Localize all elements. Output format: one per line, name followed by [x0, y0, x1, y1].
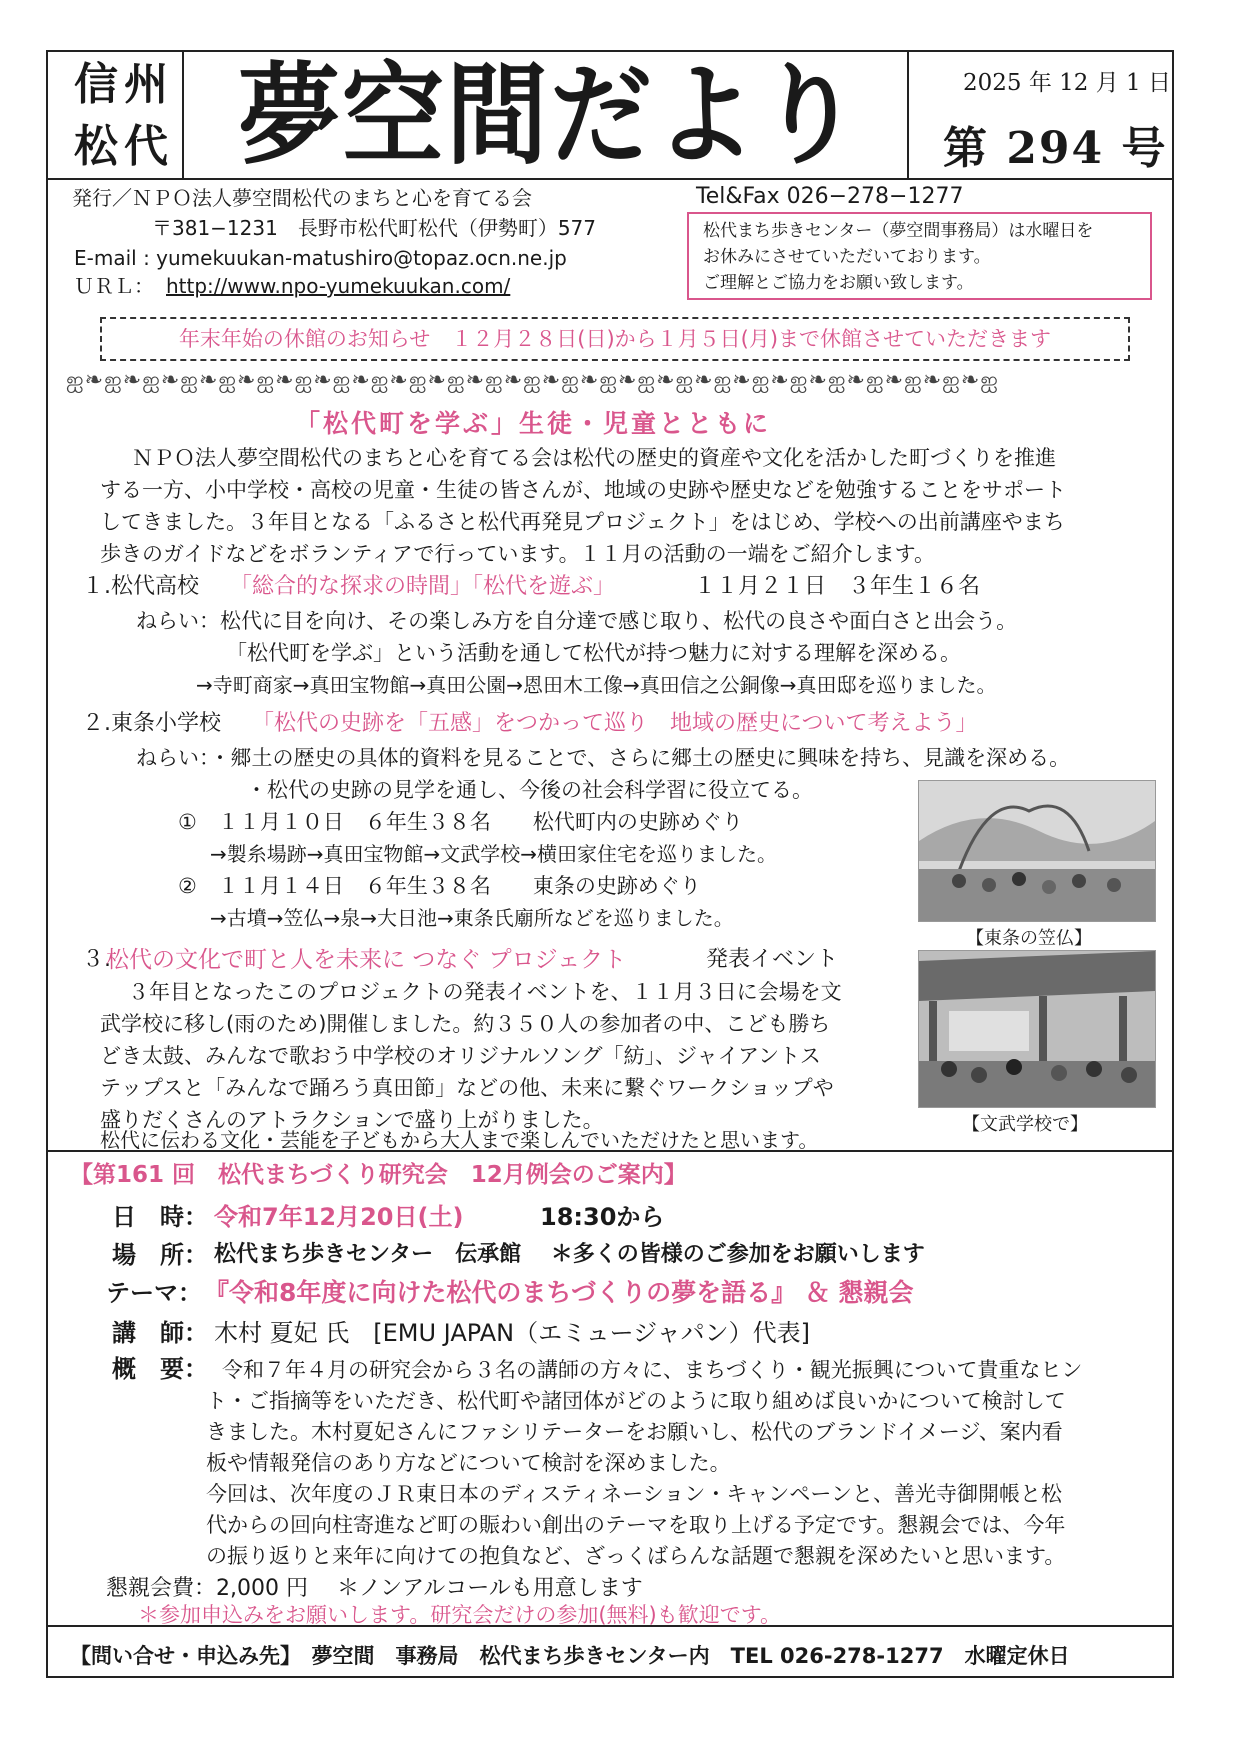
article-intro-line: ＮＰＯ法人夢空間松代のまちと心を育てる会は松代の歴史的資産や文化を活かした町づくりを推進	[132, 446, 1056, 470]
article-intro-line: する一方、小中学校・高校の児童・生徒の皆さんが、地域の史跡や歴史などを勉強することをサポート	[100, 478, 1066, 502]
photo-bunbu-school-caption: 【文武学校で】	[962, 1114, 1088, 1135]
header-divider-right	[907, 50, 909, 178]
issue-date: 2025 年 12 月 1 日	[963, 70, 1171, 96]
item1-info: １１月２１日 ３年生１６名	[694, 574, 981, 599]
item2-route2: →古墳→笠仏→泉→大日池→東条氏廟所などを巡りました。	[210, 906, 734, 930]
holiday-notice: 年末年始の休館のお知らせ １２月２８日(日)から１月５日(月)まで休館させていただきます	[100, 317, 1130, 361]
event-place-label: 場 所：	[112, 1241, 208, 1269]
photo-bunbu-school-image	[919, 951, 1155, 1107]
closed-day-notice-box	[687, 212, 1152, 300]
item2-visit2: ② １１月１４日 ６年生３８名 東条の史跡めぐり	[178, 874, 701, 898]
publisher-url-label: ＵＲＬ：	[74, 274, 154, 298]
publisher-org: 発行／ＮＰＯ法人夢空間松代のまちと心を育てる会	[72, 186, 532, 210]
event-summary-line: 板や情報発信のあり方などについて検討を深めました。	[206, 1451, 731, 1475]
event-heading: 【第161 回 松代まちづくり研究会 12月例会のご案内】	[70, 1162, 687, 1188]
item3-line: 武学校に移し(雨のため)開催しました。約３５０人の参加者の中、こども勝ち	[100, 1012, 831, 1036]
event-summary-line: きました。木村夏妃さんにファシリテーターをお願いし、松代のブランドイメージ、案内看	[206, 1420, 1063, 1444]
article-title: 「松代町を学ぶ」生徒・児童とともに	[295, 409, 772, 438]
newsletter-title: 夢空間だより	[238, 52, 862, 181]
event-theme-label: テーマ：	[106, 1279, 202, 1307]
closed-day-notice-line2: お休みにさせていただいております。	[703, 247, 991, 267]
publisher-url-link[interactable]: http://www.npo-yumekuukan.com/	[166, 274, 511, 298]
publisher-address: 〒381−1231 長野市松代町松代（伊勢町）577	[152, 216, 597, 240]
event-theme-value: 『令和8年度に向けた松代のまちづくりの夢を語る』 ＆ 懇親会	[204, 1278, 914, 1307]
event-date-value: 令和7年12月20日(土)	[214, 1203, 464, 1231]
photo-kasabotoke-image	[919, 781, 1155, 921]
item3-number: ３.	[82, 947, 111, 972]
event-fee: 懇親会費：2,000 円 ＊ノンアルコールも用意します	[106, 1576, 643, 1601]
event-summary-line: 令和７年４月の研究会から３名の講師の方々に、まちづくり・観光振興について貴重なヒン	[222, 1358, 1083, 1382]
contact-footer: 【問い合せ・申込み先】 夢空間 事務局 松代まち歩きセンター内 TEL 026-278-1277 水曜定休日	[70, 1644, 1070, 1668]
closed-day-notice-line1: 松代まち歩きセンター（夢空間事務局）は水曜日を	[703, 221, 1094, 241]
item2-route1: →製糸場跡→真田宝物館→文武学校→横田家住宅を巡りました。	[210, 842, 778, 866]
region-label-line2: 松代	[74, 121, 174, 172]
item3-line: どき太鼓、みんなで歌おう中学校のオリジナルソング「紡」、ジャイアントス	[100, 1044, 821, 1068]
event-lecturer-value: 木村 夏妃 氏 [EMU JAPAN（エミュージャパン）代表]	[214, 1319, 810, 1347]
event-place-value: 松代まち歩きセンター 伝承館 ＊多くの皆様のご参加をお願いします	[214, 1242, 925, 1267]
event-apply-note: ＊参加申込みをお願いします。研究会だけの参加(無料)も歓迎です。	[138, 1603, 782, 1627]
item2-visit1: ① １１月１０日 ６年生３８名 松代町内の史跡めぐり	[178, 810, 743, 834]
event-summary-line: 今回は、次年度のＪＲ東日本のディスティネーション・キャンペーンと、善光寺御開帳と松	[206, 1482, 1062, 1506]
event-lecturer-label: 講 師：	[112, 1319, 208, 1347]
event-time-value: 18:30から	[540, 1203, 665, 1231]
item3-suffix: 発表イベント	[706, 947, 839, 972]
item1-route: →寺町商家→真田宝物館→真田公園→恩田木工像→真田信之公銅像→真田邸を巡りました。	[196, 673, 997, 697]
publisher-telfax: Tel&Fax 026−278−1277	[696, 184, 964, 209]
item1-aim2: 「松代町を学ぶ」という活動を通して松代が持つ魅力に対する理解を深める。	[226, 641, 961, 665]
photo-kasabotoke-caption: 【東条の笠仏】	[966, 928, 1092, 949]
item2-theme: 「松代の史跡を「五感」をつかって巡り 地域の歴史について考えよう」	[252, 711, 978, 736]
event-summary-line: の振り返りと来年に向けての抱負など、ざっくばらんな話題で懇親を深めたいと思います。	[206, 1544, 1066, 1568]
publisher-email[interactable]: E-mail : yumekuukan-matushiro@topaz.ocn.ne.jp	[74, 246, 567, 270]
article-intro-line: 歩きのガイドなどをボランティアで行っています。１１月の活動の一端をご紹介します。	[100, 542, 935, 566]
item3-line: 松代に伝わる文化・芸能を子どもから大人まで楽しんでいただけたと思います。	[100, 1128, 819, 1152]
ornament-border: ஐ❧ஐ❧ஐ❧ஐ❧ஐ❧ஐ❧ஐ❧ஐ❧ஐ❧ஐ❧ஐ❧ஐ❧ஐ❧ஐ❧ஐ❧ஐ❧ஐ❧ஐ❧ஐ❧ஐ❧ஐ❧ஐ❧ஐ❧ஐ❧ஐ	[66, 368, 999, 393]
item2-school: ２.東条小学校	[82, 711, 221, 736]
item1-school: １.松代高校	[82, 574, 199, 599]
header-divider-left	[182, 50, 184, 178]
item3-theme: 松代の文化で町と人を未来に つなぐ プロジェクト	[106, 947, 627, 973]
item1-theme: 「総合的な探求の時間」「松代を遊ぶ」	[230, 574, 616, 599]
event-summary-line: 代からの回向柱寄進など町の賑わい創出のテーマを取り上げる予定です。懇親会では、今年	[206, 1513, 1066, 1537]
photo-kasabotoke	[918, 780, 1156, 922]
item2-aim2: ・松代の史跡の見学を通し、今後の社会科学習に役立てる。	[246, 778, 813, 802]
item3-line: ３年目となったこのプロジェクトの発表イベントを、１１月３日に会場を文	[128, 980, 842, 1004]
event-summary-line: ト・ご指摘等をいただき、松代町や諸団体がどのように取り組めば良いかについて検討して	[206, 1389, 1066, 1413]
item3-line: テップスと「みんなで踊ろう真田節」などの他、未来に繋ぐワークショップや	[100, 1076, 834, 1100]
event-date-label: 日 時：	[112, 1203, 208, 1231]
photo-bunbu-school	[918, 950, 1156, 1108]
region-label-line1: 信州	[74, 59, 174, 110]
closed-day-notice-line3: ご理解とご協力をお願い致します。	[703, 273, 974, 293]
item2-aim1: ねらい：・郷土の歴史の具体的資料を見ることで、さらに郷土の歴史に興味を持ち、見識を深める。	[136, 746, 1071, 770]
article-intro-line: してきました。３年目となる「ふるさと松代再発見プロジェクト」をはじめ、学校への出前講座やまち	[100, 510, 1065, 534]
issue-number: 第 294 号	[943, 123, 1168, 174]
item3-line: 盛りだくさんのアトラクションで盛り上がりました。	[100, 1108, 604, 1132]
event-summary-label: 概 要：	[112, 1355, 208, 1383]
item1-aim1: ねらい：松代に目を向け、その楽しみ方を自分達で感じ取り、松代の良さや面白さと出会う。	[136, 609, 1018, 633]
